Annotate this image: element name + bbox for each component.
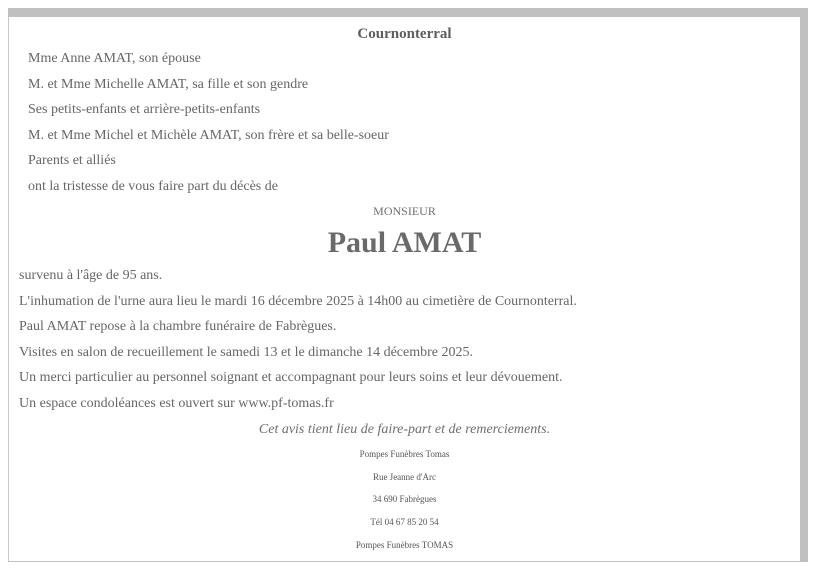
frame-bottom-border (8, 561, 800, 562)
funeral-home-phone: Tél 04 67 85 20 54 (370, 517, 439, 527)
body-line-burial: L'inhumation de l'urne aura lieu le mardi 16 décembre 2025 à 14h00 au cimetière de Cournonterral. (19, 294, 577, 309)
body-line-rests: Paul AMAT repose à la chambre funéraire de Fabrègues. (19, 319, 337, 334)
family-line: M. et Mme Michelle AMAT, sa fille et son gendre (28, 77, 309, 92)
family-line: Ses petits-enfants et arrière-petits-enfants (28, 102, 261, 117)
location-heading: Cournonterral (357, 26, 452, 42)
deceased-title: MONSIEUR (373, 204, 436, 218)
funeral-home-city: 34 690 Fabrègues (372, 494, 437, 504)
funeral-home-signature: Pompes Funèbres TOMAS (355, 540, 454, 550)
body-line-visits: Visites en salon de recueillement le samedi 13 et le dimanche 14 décembre 2025. (19, 345, 474, 360)
frame-top-bar (8, 8, 808, 17)
family-line: M. et Mme Michel et Michèle AMAT, son frère et sa belle-soeur (28, 128, 389, 143)
announcement-line: ont la tristesse de vous faire part du décès de (28, 179, 278, 194)
closing-note: Cet avis tient lieu de faire-part et de remerciements. (258, 422, 551, 437)
deceased-name: Paul AMAT (327, 226, 482, 259)
funeral-home-street: Rue Jeanne d'Arc (372, 472, 437, 482)
body-line-age: survenu à l'âge de 95 ans. (19, 268, 163, 283)
body-line-thanks: Un merci particulier au personnel soignant et accompagnant pour leurs soins et leur dévouement. (19, 370, 563, 385)
obituary-notice (9, 17, 800, 561)
frame-right-bar (800, 8, 808, 562)
family-line: Parents et alliés (28, 153, 116, 168)
family-line: Mme Anne AMAT, son épouse (28, 51, 201, 66)
body-line-condolences: Un espace condoléances est ouvert sur www.pf-tomas.fr (19, 396, 334, 411)
funeral-home-name: Pompes Funèbres Tomas (359, 449, 450, 459)
